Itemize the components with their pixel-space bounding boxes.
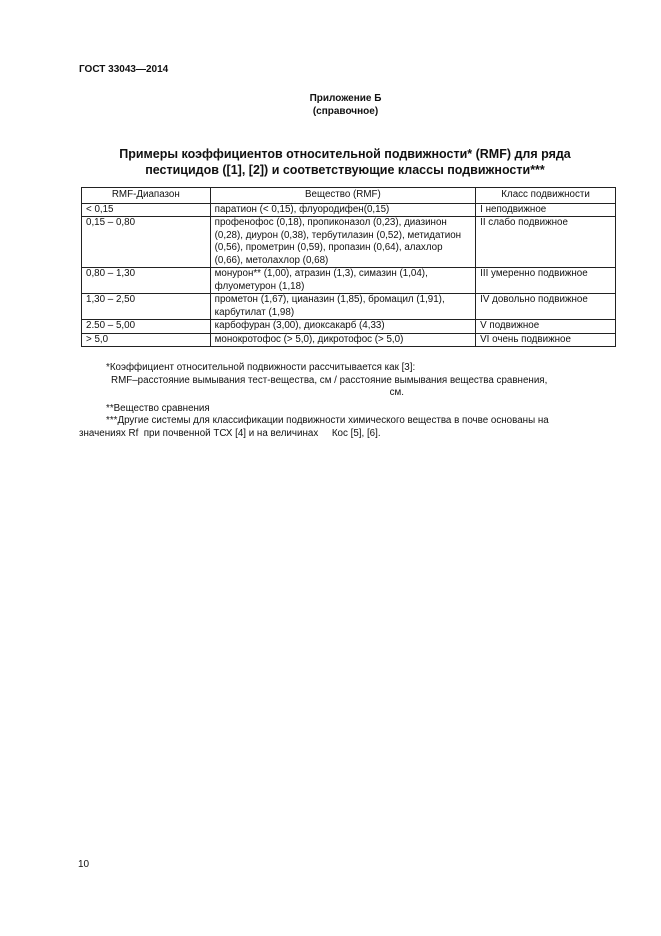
cell-substance: монурон** (1,00), атразин (1,3), симазин (1,04), флуометурон (1,18) [210,268,475,294]
table-title-line-1: Примеры коэффициентов относительной подвижности* (RMF) для ряда [119,147,571,161]
cell-substance: профенофос (0,18), пропиконазол (0,23), диазинон (0,28), диурон (0,38), тербутилазин (0,52), метидатион (0,56), прометрин (0,59), пропазин (0,64), алахлор (0,66), метолахлор (0,68) [210,217,475,268]
table-header-row [82,188,616,204]
footnote-formula: RMF–расстояние вымывания тест-вещества, см / расстояние вымывания вещества сравнения, [111,374,548,386]
cell-class: III умеренно подвижное [476,268,616,294]
cell-class: I неподвижное [476,203,616,217]
appendix-title: Приложение Б [309,93,382,104]
header-range: RMF-Диапазон [82,188,211,204]
table-row [82,217,616,268]
cell-substance: монокротофос (> 5,0), дикротофос (> 5,0) [210,333,475,347]
cell-range: 0,15 – 0,80 [82,217,211,268]
cell-range: < 0,15 [82,203,211,217]
footnote-3-line-2: значениях Rf при почвенной ТСХ [4] и на величинах Кос [5], [6]. [79,427,381,439]
table-title-line-2: пестицидов ([1], [2]) и соответствующие классы подвижности*** [145,163,545,177]
standard-header: ГОСТ 33043—2014 [79,64,169,75]
cell-substance: прометон (1,67), цианазин (1,85), бромацил (1,91), карбутилат (1,98) [210,294,475,320]
cell-class: II слабо подвижное [476,217,616,268]
footnote-2: **Вещество сравнения [106,402,210,414]
table-row [82,333,616,347]
table-row [82,203,616,217]
cell-class: V подвижное [476,320,616,334]
appendix-subtitle: (справочное) [312,106,379,117]
mobility-table [81,187,616,347]
footnotes [79,362,619,440]
table-row [82,294,616,320]
footnote-formula-unit: см. [389,387,404,398]
appendix-heading [0,92,661,118]
header-class: Класс подвижности [476,188,616,204]
cell-range: > 5,0 [82,333,211,347]
cell-class: VI очень подвижное [476,333,616,347]
cell-range: 2.50 – 5,00 [82,320,211,334]
header-substance: Вещество (RMF) [210,188,475,204]
cell-range: 0,80 – 1,30 [82,268,211,294]
table-title [80,146,610,178]
cell-substance: паратион (< 0,15), флуородифен(0,15) [210,203,475,217]
footnote-3-line-1: ***Другие системы для классификации подвижности химического вещества в почве основаны на [106,415,549,426]
cell-range: 1,30 – 2,50 [82,294,211,320]
table-row [82,268,616,294]
table-row [82,320,616,334]
footnote-1: *Коэффициент относительной подвижности рассчитывается как [3]: [106,362,416,373]
cell-substance: карбофуран (3,00), диоксакарб (4,33) [210,320,475,334]
page-number: 10 [78,859,90,870]
cell-class: IV довольно подвижное [476,294,616,320]
